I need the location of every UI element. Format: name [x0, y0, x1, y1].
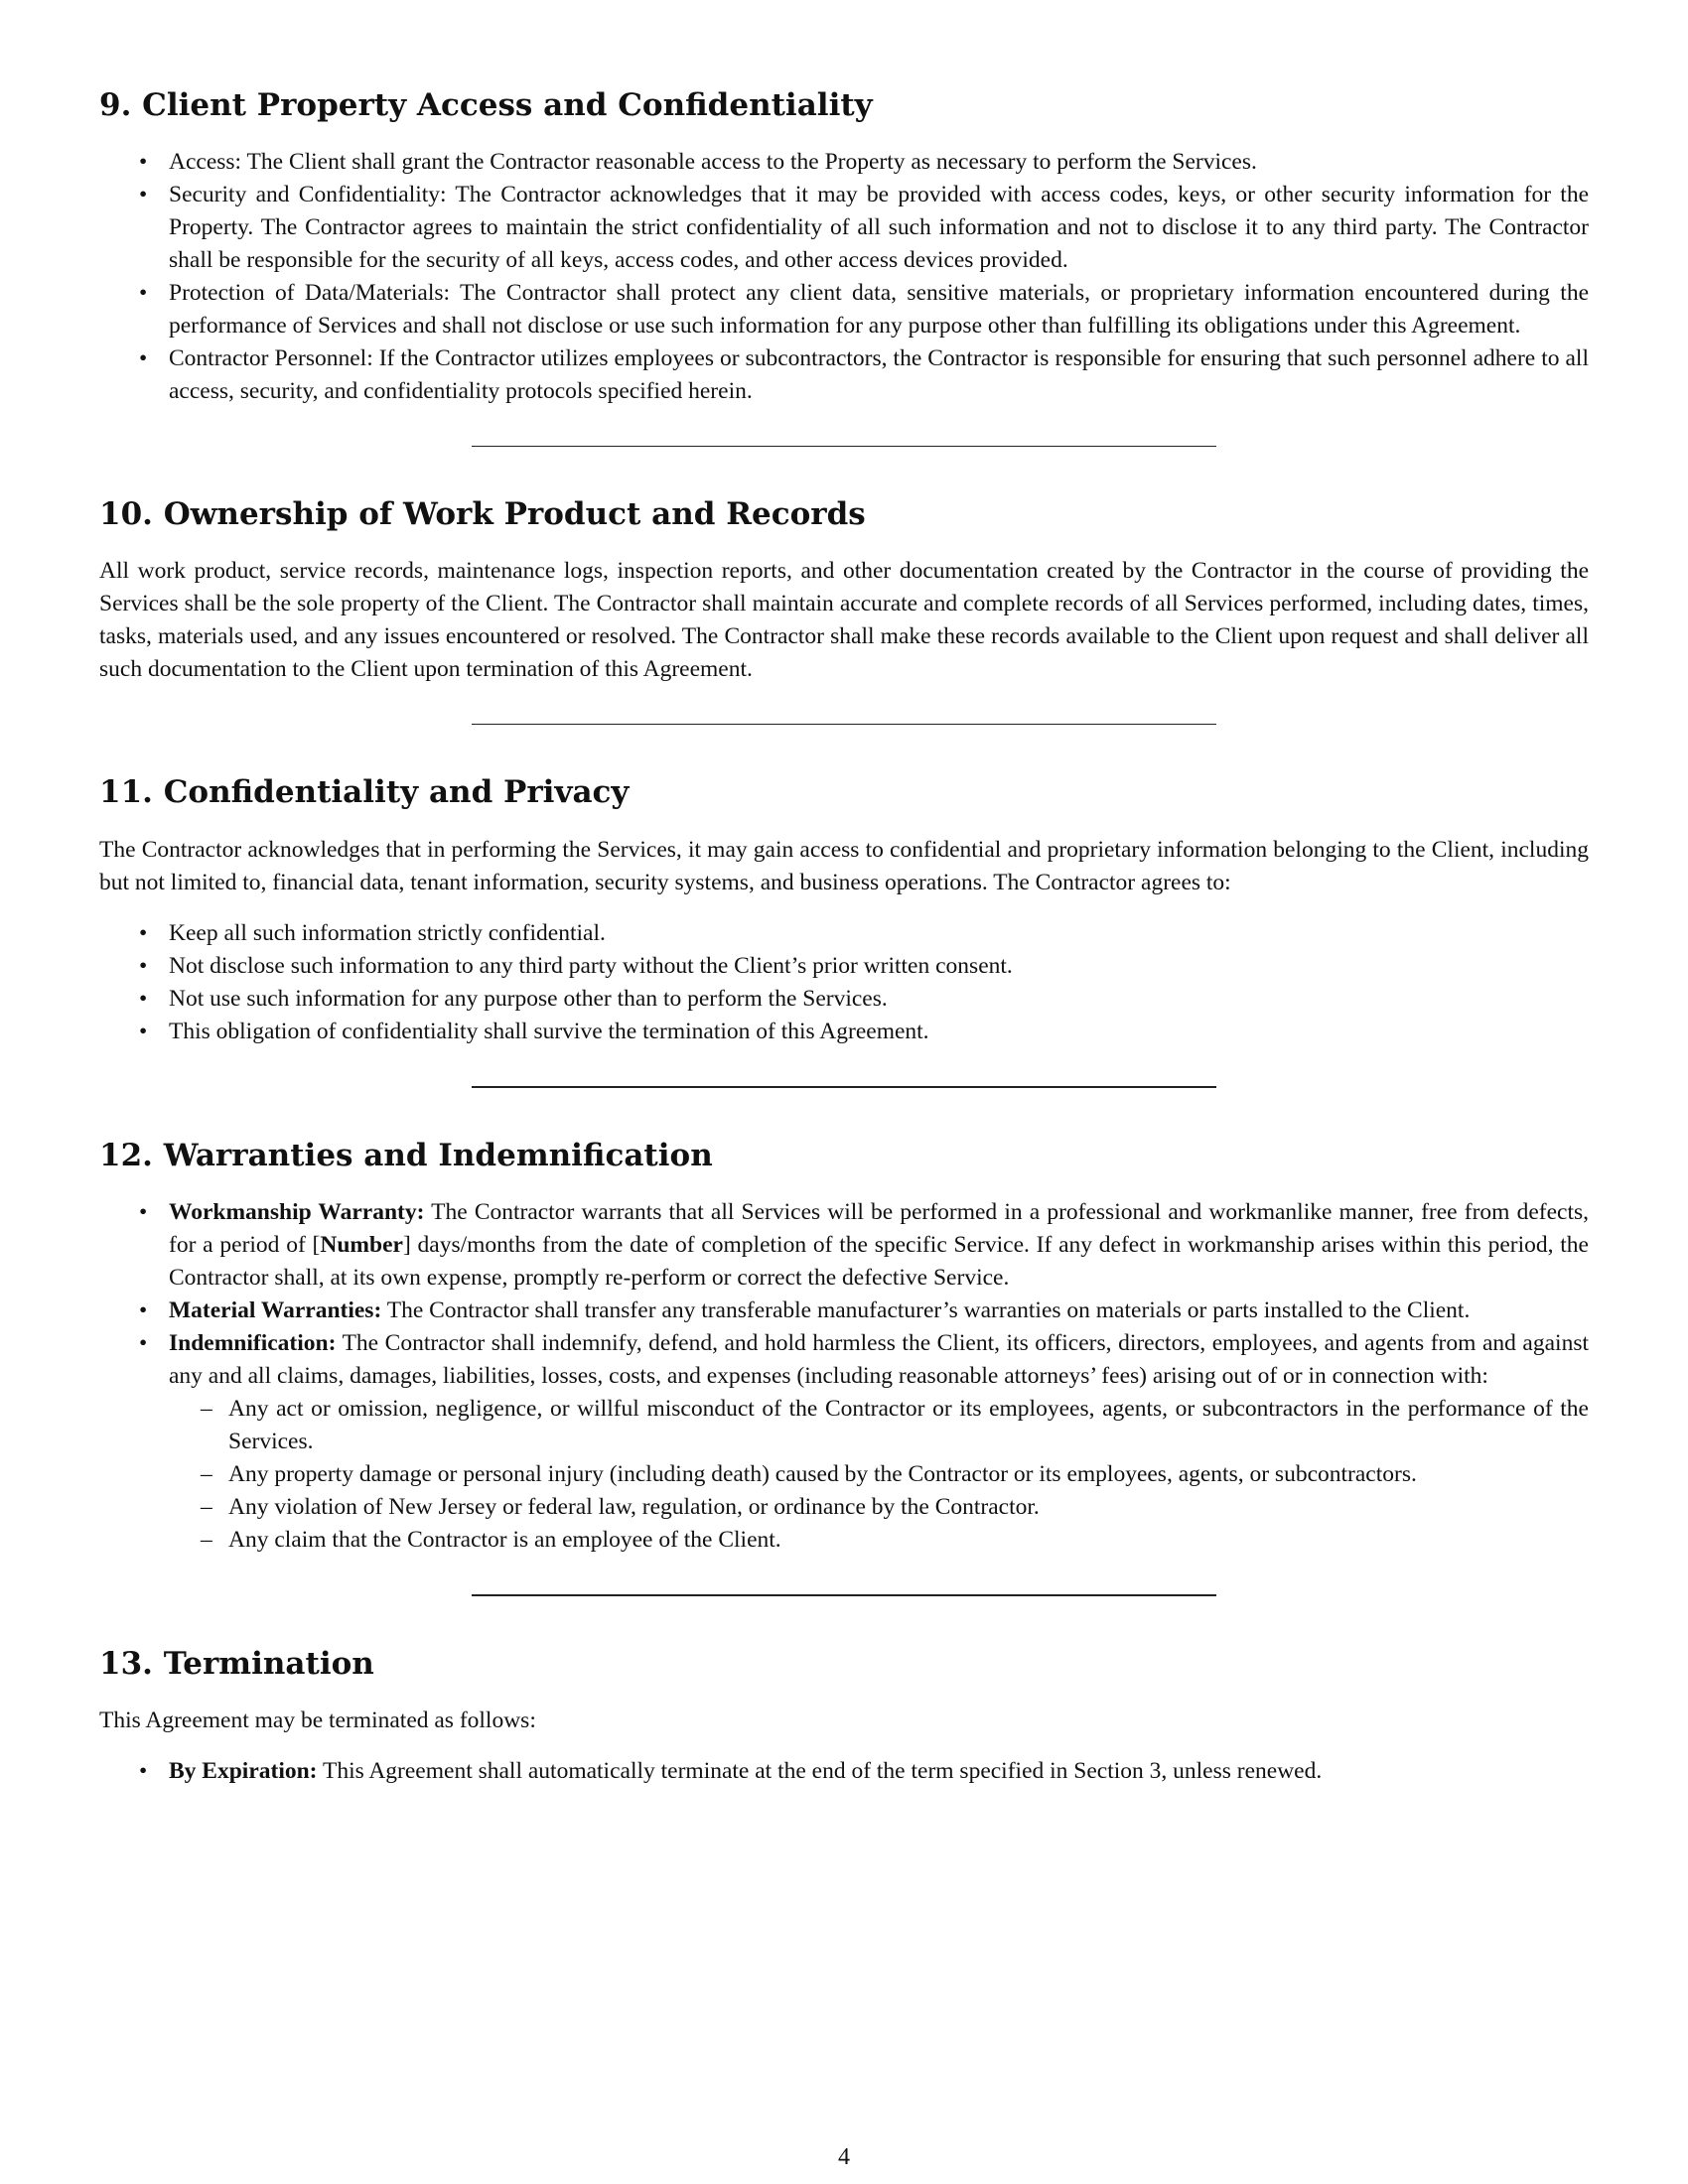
page-number: 4 [838, 2144, 850, 2170]
section-divider [472, 724, 1216, 725]
number-placeholder: Number [320, 1231, 403, 1258]
list-item: • Access: The Client shall grant the Contractor reasonable access to the Property as necessary to perform the Services. [169, 146, 1589, 179]
section-11 [99, 774, 1589, 1047]
section-13-body: This Agreement may be terminated as follows: [99, 1706, 536, 1733]
section-13-list [99, 1755, 1589, 1788]
material-warranties-text: The Contractor shall transfer any transferable manufacturer’s warranties on materials or parts installed to the Client. [381, 1297, 1471, 1323]
sub-list-item: – Any property damage or personal injury (including death) caused by the Contractor or its employees, agents, or subcontractors. [228, 1458, 1589, 1491]
indemnification-item [169, 1327, 1589, 1557]
indemnification-text: The Contractor shall indemnify, defend, and hold harmless the Client, its officers, directors, employees, and agents from and against any and all claims, damages, liabilities, losses, costs, and expenses (including reasonable attorneys’ fees) arising out of or in connection with: [169, 1329, 1589, 1389]
section-10-body: All work product, service records, maintenance logs, inspection reports, and other documentation created by the Contractor in the course of providing the Services shall be the sole property of the Client. The Contractor shall maintain accurate and complete records of all Services performed, including dates, times, tasks, materials used, and any issues encountered or resolved. The Contractor shall make these records available to the Client upon request and shall deliver all such documentation to the Client upon termination of this Agreement. [99, 558, 1589, 683]
section-11-body: The Contractor acknowledges that in performing the Services, it may gain access to confidential and proprietary information belonging to the Client, including but not limited to, financial data, tenant information, security systems, and business operations. The Contractor agrees to: [99, 836, 1589, 895]
document-page [99, 87, 1589, 1788]
section-12-title: 12. Warranties and Indemnification [99, 1137, 713, 1173]
section-9-list [99, 146, 1589, 408]
section-divider [472, 446, 1216, 447]
list-item: • Keep all such information strictly confidential. [169, 917, 1589, 950]
indemnification-label: Indemnification: [169, 1329, 337, 1356]
material-warranties-label: Material Warranties: [169, 1297, 382, 1323]
by-expiration-label: By Expiration: [169, 1757, 318, 1784]
list-item: • Not use such information for any purpose other than to perform the Services. [169, 983, 1589, 1016]
section-10-title: 10. Ownership of Work Product and Records [99, 496, 866, 533]
section-11-title: 11. Confidentiality and Privacy [99, 774, 630, 811]
sub-list-item: – Any act or omission, negligence, or willful misconduct of the Contractor or its employees, agents, or subcontractors in the performance of the Services. [228, 1393, 1589, 1458]
section-13 [99, 1646, 1589, 1788]
list-item: • Contractor Personnel: If the Contractor utilizes employees or subcontractors, the Contractor is responsible for ensuring that such personnel adhere to all access, security, and confidentiality protocols specified herein. [169, 342, 1589, 408]
section-10 [99, 496, 1589, 686]
workmanship-warranty-label: Workmanship Warranty: [169, 1198, 425, 1225]
by-expiration-item [169, 1755, 1589, 1788]
list-item: • Protection of Data/Materials: The Contractor shall protect any client data, sensitive materials, or proprietary information encountered during the performance of Services and shall not disclose or use such information for any purpose other than fulfilling its obligations under this Agreement. [169, 277, 1589, 342]
section-divider [472, 1594, 1216, 1596]
list-item: • Not disclose such information to any third party without the Client’s prior written consent. [169, 950, 1589, 983]
sub-list-item: – Any violation of New Jersey or federal law, regulation, or ordinance by the Contractor. [228, 1491, 1589, 1524]
section-divider [472, 1086, 1216, 1088]
section-13-title: 13. Termination [99, 1645, 374, 1682]
material-warranties-item [169, 1295, 1589, 1327]
section-9-title: 9. Client Property Access and Confidentiality [99, 87, 873, 123]
workmanship-warranty-item [169, 1196, 1589, 1295]
list-item: • Security and Confidentiality: The Contractor acknowledges that it may be provided with access codes, keys, or other security information for the Property. The Contractor agrees to maintain the strict confidentiality of all such information and not to disclose it to any third party. The Contractor shall be responsible for the security of all keys, access codes, and other access devices provided. [169, 179, 1589, 277]
indemnification-sublist [169, 1393, 1589, 1557]
section-11-list [99, 917, 1589, 1048]
list-item: • This obligation of confidentiality shall survive the termination of this Agreement. [169, 1016, 1589, 1048]
by-expiration-text: This Agreement shall automatically terminate at the end of the term specified in Section 3, unless renewed. [317, 1757, 1323, 1784]
sub-list-item: – Any claim that the Contractor is an employee of the Client. [228, 1524, 1589, 1557]
workmanship-warranty-text-2: ] days/months from the date of completion of the specific Service. If any defect in workmanship arises within this period, the Contractor shall, at its own expense, promptly re-perform or correct the defective Service. [169, 1231, 1589, 1291]
section-12-list [99, 1196, 1589, 1557]
section-12 [99, 1138, 1589, 1557]
workmanship-warranty-text: The Contractor warrants that all Services will be performed in a professional and workmanlike manner, free from defects, for a period of [ [169, 1198, 1589, 1258]
section-9 [99, 87, 1589, 408]
